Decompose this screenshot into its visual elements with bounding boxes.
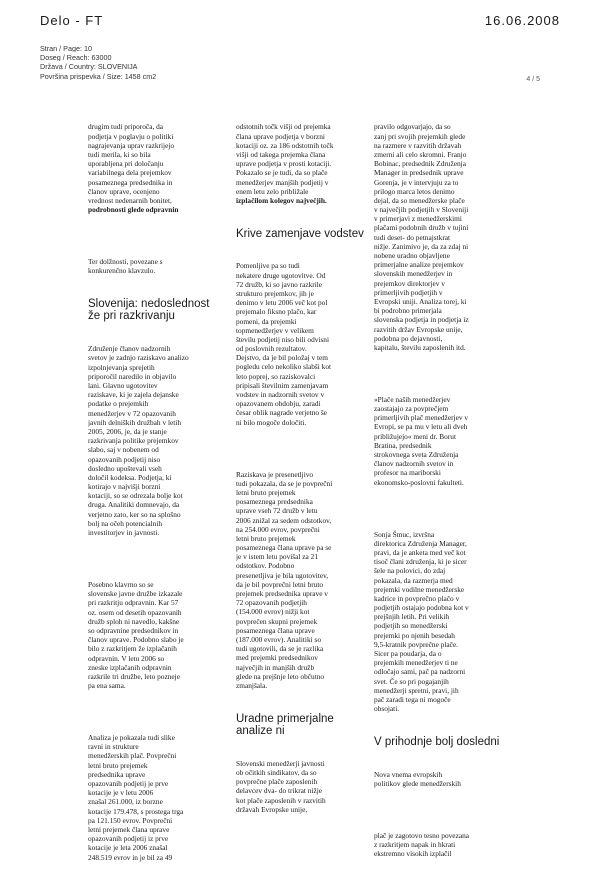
- article-column-3: [374, 104, 514, 868]
- text-line: številu podjetij niso bili odvisni: [236, 334, 330, 344]
- text-line: opazovanih podjetij iz prve: [88, 834, 169, 844]
- text-line: pač zaradi tega ni mogoče: [374, 694, 451, 704]
- text-line: podjetjih so menedžerski: [374, 621, 448, 631]
- text-line: prejemkih menedžerjev ti ne: [374, 658, 458, 668]
- text-line: primerljivih podjetjih v: [374, 287, 443, 297]
- text-line: posameznega člana uprave pa se: [236, 543, 332, 553]
- text-line: Bratina, predsednik: [374, 440, 432, 450]
- text-line: odpravnin. V letu 2006 so: [88, 653, 165, 663]
- text-line: določil kodeksa. Podjetja, ki: [88, 472, 172, 482]
- text-line: bolj na očeh potencialnih: [88, 518, 163, 528]
- text-line: višji od takega prejemka člana: [236, 149, 326, 159]
- text-line: Ter dolžnosti, povezane s: [88, 257, 163, 267]
- text-line: obsojati.: [374, 704, 400, 714]
- text-line: prejšnjih letih. Pri velikih: [374, 612, 450, 622]
- text-line: na 254.000 evrov, povprečni: [236, 524, 320, 534]
- paragraph: [88, 122, 236, 214]
- text-line: Doseg / Reach: 63000: [40, 53, 112, 62]
- text-line: ekstremno visokih izplačil: [374, 849, 452, 859]
- text-line: pravilo odgovarjajo, da so: [374, 122, 451, 132]
- text-line: so odpravnine predsednikov in: [88, 625, 179, 635]
- text-line: tudi pokazala, da se je povprečni: [236, 478, 333, 488]
- text-line: nobene uradno objavljene: [374, 251, 450, 261]
- paragraph: [236, 470, 376, 691]
- page-number: 4 / 5: [526, 76, 540, 83]
- text-line: Pomenljive pa so tudi: [236, 261, 300, 271]
- text-line: bi podrobno primerjala: [374, 306, 442, 316]
- text-line: kot plače zaposlenih v razvitih: [236, 795, 326, 805]
- text-line: Površina prispevka / Size: 1458 cm2: [40, 71, 157, 80]
- text-line: 9,5-kratnik povprečne plače.: [374, 639, 459, 649]
- text-line: zmanjšala.: [236, 680, 268, 690]
- paragraph: [236, 122, 376, 205]
- article-column-1: [88, 104, 236, 871]
- text-line: konkurenčno klavzulo.: [88, 266, 156, 276]
- text-line: drugim tudi priporoča, da: [88, 122, 164, 132]
- text-line: pa ena sama.: [88, 681, 126, 691]
- text-line: slovenska podjetja in podjetja iz: [374, 315, 469, 325]
- text-line: podrobnosti glede odpravnin: [88, 205, 179, 215]
- text-line: razvitih držav Evropske unije,: [374, 324, 463, 334]
- text-line: zmerni ali celo skromni. Franjo: [374, 149, 467, 159]
- text-line: razkrivanja politike prejemkov: [88, 436, 179, 446]
- text-line: delavcev dva- do trikrat nižje: [236, 786, 323, 796]
- text-line: tudi ugotovili, da se je razlika: [236, 644, 324, 654]
- text-line: profesor na mariborski: [374, 468, 441, 478]
- publication-title: Delo - FT: [40, 13, 104, 28]
- text-line: plač je zagotovo tesno povezana: [374, 830, 470, 840]
- text-line: Sicer pa poudarja, da o: [374, 649, 442, 659]
- text-line: kapitalu, številu zaposlenih itd.: [374, 342, 466, 352]
- text-line: že pri razkrivanju: [88, 310, 175, 323]
- text-line: zneske izplačanih odpravnin: [88, 662, 172, 672]
- text-line: razkrile tri družbe, leto pozneje: [88, 671, 180, 681]
- article-column-2: [236, 104, 376, 823]
- text-line: članov nadzornih svetov in: [374, 459, 454, 469]
- text-line: podjetjih ostajajo podobna kot v: [374, 603, 469, 613]
- text-line: vodstev in nadzornih svetov v: [236, 390, 325, 400]
- text-line: podobna po dejavnosti,: [374, 333, 443, 343]
- text-line: 2006 znižal za sedem odstotkov,: [236, 515, 332, 525]
- text-line: odstotkov. Podobno: [236, 561, 295, 571]
- text-line: znašal 261.000, iz borzne: [88, 797, 163, 807]
- text-line: Dejstvo, da je bil položaj v tem: [236, 353, 328, 363]
- text-line: izplačilom kolegov največjih.: [236, 195, 327, 205]
- text-line: slovenskih menedžerjev in: [374, 269, 453, 279]
- text-line: primerljivih plač menedžerjev v: [374, 413, 469, 423]
- text-line: prejemek predsednika uprave v: [236, 589, 328, 599]
- text-line: zaostajajo za povprečjem: [374, 404, 449, 414]
- text-line: posameznega predsednika: [236, 497, 313, 507]
- text-line: topmenedžerjev v velikem: [236, 325, 314, 335]
- text-line: slovenske javne družbe izkazale: [88, 589, 183, 599]
- text-line: Manager in predsednik uprave: [374, 168, 464, 178]
- text-line: oz. osem od desetih opazovanih: [88, 607, 182, 617]
- text-line: česar oblik nagrade verjetno še: [236, 408, 327, 418]
- text-line: svetov je zadnjo raziskavo analizo: [88, 353, 189, 363]
- text-line: kotaciji, so se odrezala bolje kot: [88, 491, 183, 501]
- text-line: največjih in manjših družb: [236, 662, 315, 672]
- text-line: posameznega člana uprave: [236, 625, 315, 635]
- text-line: povprečne plače zaposlenih: [236, 777, 318, 787]
- text-line: ni bilo mogoče določiti.: [236, 417, 307, 427]
- text-line: tudi merila, ki so bila: [88, 149, 151, 159]
- text-line: Država / Country: SLOVENIJA: [40, 62, 138, 71]
- paragraph: [374, 122, 514, 352]
- text-line: letni bruto prejemek: [236, 533, 296, 543]
- text-line: člana uprave podjetja v borzni: [236, 131, 325, 141]
- text-line: Stran / Page: 10: [40, 44, 92, 53]
- text-line: izpolnjevanja sprejetih: [88, 362, 155, 372]
- text-line: menedžerskih plač. Povprečni: [88, 751, 177, 761]
- text-line: Uradne primerjalne: [236, 712, 334, 725]
- text-line: tisoč člani združenja, ki je sicer: [374, 557, 467, 567]
- text-line: presenetljiva je bila ugotovitev,: [236, 570, 329, 580]
- text-line: direktorica Združenja Manager,: [374, 538, 467, 548]
- text-line: Slovenski menedžerji javnosti: [236, 758, 325, 768]
- text-line: prilogo marca letos denimo: [374, 186, 455, 196]
- text-line: kotirajo v najvišji borzni: [88, 482, 161, 492]
- text-line: tudi deset- do petnajstkrat: [374, 232, 451, 242]
- text-line: prejemalo fiksno plačo, kar: [236, 307, 317, 317]
- text-line: družb sploh ni navedlo, kakšne: [88, 616, 180, 626]
- text-line: letni bruto prejemek: [236, 487, 296, 497]
- text-line: (154.000 evrov) nižji kot: [236, 607, 310, 617]
- paragraph: [374, 395, 514, 487]
- text-line: podatke o prejemkih: [88, 399, 149, 409]
- publication-date: 16.06.2008: [484, 13, 560, 28]
- text-line: predsednika uprave: [88, 769, 146, 779]
- section-heading: [88, 298, 236, 323]
- text-line: lani. Glavno ugotovitev: [88, 381, 158, 391]
- text-line: pogledu celo nekoliko slabši kot: [236, 362, 332, 372]
- text-line: druga. Analitiki domnevajo, da: [88, 500, 180, 510]
- text-line: investitorjev in javnosti.: [88, 528, 160, 538]
- text-line: pri razkritju odpravnin. Kar 57: [88, 598, 179, 608]
- text-line: ob očitkih sindikatov, da so: [236, 768, 317, 778]
- text-line: ravni in strukture: [88, 742, 139, 752]
- text-line: leto poprej, so raziskovalci: [236, 371, 316, 381]
- text-line: na razmere v razvitih državah: [374, 140, 462, 150]
- text-line: v primerjavi z menedžerskimi: [374, 214, 462, 224]
- text-line: kotacije 179.478, s prostega trga: [88, 806, 184, 816]
- text-line: menedžerji spretni, pravi, jih: [374, 685, 459, 695]
- text-line: nekatere druge ugotovitve. Od: [236, 270, 326, 280]
- text-line: podjetja v poglavju o politiki: [88, 131, 174, 141]
- text-line: primerjalne analize prejemkov: [374, 260, 464, 270]
- section-heading: [236, 228, 376, 241]
- text-line: pomeni, da prejemki: [236, 316, 297, 326]
- text-line: bilo z razkritjem že izplačanih: [88, 644, 177, 654]
- text-line: dosledno upoštevali vseh: [88, 463, 162, 473]
- text-line: opazovanih podjetij je prve: [88, 779, 169, 789]
- text-line: zanj pri svojih prejemkih glede: [374, 131, 466, 141]
- text-line: Evropi, se pa mu v letu ali dveh: [374, 422, 468, 432]
- text-line: (187.000 evrov). Analitiki so: [236, 634, 322, 644]
- text-line: pokazala, da razmerja med: [374, 575, 453, 585]
- text-line: enem letu zelo približale: [236, 186, 309, 196]
- text-line: menedžerjev v 72 opazovanih: [88, 408, 176, 418]
- text-line: strukturo prejemkov, jih je: [236, 288, 314, 298]
- text-line: članov uprave, ocenjeno: [88, 186, 160, 196]
- text-line: Bobinac, predsednik Združenja: [374, 159, 466, 169]
- paragraph: [374, 530, 514, 714]
- text-line: v največjih podjetjih v Sloveniji: [374, 205, 469, 215]
- paragraph: [88, 257, 236, 275]
- text-line: letni bruto prejemek: [88, 760, 148, 770]
- paragraph: [88, 733, 236, 862]
- text-line: prejemki vodilne menedžerske: [374, 584, 465, 594]
- text-line: kotaciji oz. za 186 odstotnih točk: [236, 140, 334, 150]
- text-line: 72 družb, ki so javno razkrile: [236, 279, 323, 289]
- paragraph: [374, 770, 514, 788]
- text-line: Pokazalo se je tudi, da so plače: [236, 168, 328, 178]
- text-line: uprave vseh 72 družb v letu: [236, 506, 318, 516]
- text-line: uporabljena pri določanju: [88, 159, 164, 169]
- paragraph: [236, 759, 376, 814]
- text-line: vrednost nedenarnih bonitet,: [88, 195, 172, 205]
- text-line: članov uprave. Podobno slabo je: [88, 635, 184, 645]
- text-line: Raziskava je presenetljivo: [236, 469, 314, 479]
- section-heading: [374, 736, 514, 749]
- clipping-metadata: [40, 43, 156, 80]
- text-line: prejemkov direktorjev v: [374, 278, 445, 288]
- text-line: Združenje članov nadzornih: [88, 344, 171, 354]
- text-line: politikov glede menedžerskih: [374, 778, 461, 788]
- text-line: Slovenija: nedoslednost: [88, 297, 210, 310]
- text-line: slabo, saj v nobenem od: [88, 445, 159, 455]
- text-line: 248.519 evrov in je bil za 49: [88, 852, 173, 862]
- text-line: med prejemki predsednikov: [236, 653, 318, 663]
- text-line: Nova vnema evropskih: [374, 769, 443, 779]
- text-line: povprečen skupni prejemek: [236, 616, 318, 626]
- text-line: uprave podjetja v prosti kotaciji.: [236, 159, 332, 169]
- text-line: opazovanem obdobju, zaradi: [236, 399, 321, 409]
- text-line: od poslovnih rezultatov.: [236, 344, 307, 354]
- text-line: menedžerjev manjših podjetij v: [236, 177, 329, 187]
- text-line: svet. Če so pri pogajanjih: [374, 676, 449, 686]
- text-line: javnih delniških družbah v letih: [88, 417, 182, 427]
- text-line: da je bil povprečni letni bruto: [236, 579, 324, 589]
- text-line: verjetno zato, ker so na splošno: [88, 509, 181, 519]
- text-line: variabilnega dela prejemkov: [88, 168, 172, 178]
- text-line: nagrajevanja uprav razkrijejo: [88, 140, 175, 150]
- text-line: dejal, da so menedžerske plače: [374, 195, 465, 205]
- text-line: je v istem letu povišal za 21: [236, 552, 318, 562]
- text-line: posameznega predsednika in: [88, 177, 173, 187]
- text-line: 72 opazovanih podjetjih: [236, 598, 307, 608]
- text-line: 2005, 2006, je, da je stanje: [88, 426, 167, 436]
- text-line: odstotnih točk višji od prejemka: [236, 122, 331, 132]
- text-line: Gorenja, je v intervjuju za to: [374, 177, 459, 187]
- text-line: letni prejemek člana uprave: [88, 824, 170, 834]
- text-line: pripisali številnim zamenjavam: [236, 380, 329, 390]
- text-line: nižje. Zanimivo je, da za zdaj ni: [374, 241, 469, 251]
- text-line: plačami podobnih družb v tujini: [374, 223, 469, 233]
- text-line: Analiza je pokazala tudi slike: [88, 733, 175, 743]
- section-heading: [236, 713, 376, 738]
- text-line: državah Evropske unije,: [236, 804, 308, 814]
- text-line: odločajo sami, pač pa nadzorni: [374, 667, 466, 677]
- paragraph: [236, 261, 376, 426]
- text-line: analize ni: [236, 725, 285, 737]
- text-line: prejemki po njenih besedah: [374, 630, 455, 640]
- text-line: šele na polovici, do zdaj: [374, 566, 446, 576]
- text-line: Evropski uniji. Analiza torej, ki: [374, 296, 467, 306]
- text-line: pa 121.150 evrov. Povprečni: [88, 815, 173, 825]
- text-line: »Plače naših menedžerjev: [374, 394, 451, 404]
- text-line: pravi, da je anketa med več kot: [374, 547, 466, 557]
- text-line: raziskave, ki je zajela dejanske: [88, 390, 179, 400]
- text-line: z razkritjem napak in hkrati: [374, 840, 456, 850]
- paragraph: [88, 344, 236, 537]
- text-line: Krive zamenjave vodstev: [236, 227, 364, 240]
- text-line: V prihodnje bolj dosledni: [374, 735, 500, 748]
- text-line: Sonja Šmuc, izvršna: [374, 529, 435, 539]
- text-line: Posebno klavrno so se: [88, 580, 154, 590]
- text-line: kadrice in povprečno plačo v: [374, 593, 460, 603]
- text-line: kotacije je leta 2006 znašal: [88, 843, 168, 853]
- text-line: glede na prejšnje leto občutno: [236, 671, 325, 681]
- paragraph: [374, 831, 514, 859]
- text-line: denimo v letu 2006 več kot pol: [236, 298, 328, 308]
- paragraph: [88, 580, 236, 690]
- text-line: ekonomsko-poslovni fakulteti.: [374, 477, 464, 487]
- text-line: strokovnega sveta Združenja: [374, 450, 459, 460]
- text-line: približujejo« meni dr. Borut: [374, 431, 456, 441]
- text-line: priporočil naredilo in objavilo: [88, 371, 177, 381]
- text-line: opazovanih podjetij niso: [88, 454, 161, 464]
- text-line: kotacije je v letu 2006: [88, 788, 154, 798]
